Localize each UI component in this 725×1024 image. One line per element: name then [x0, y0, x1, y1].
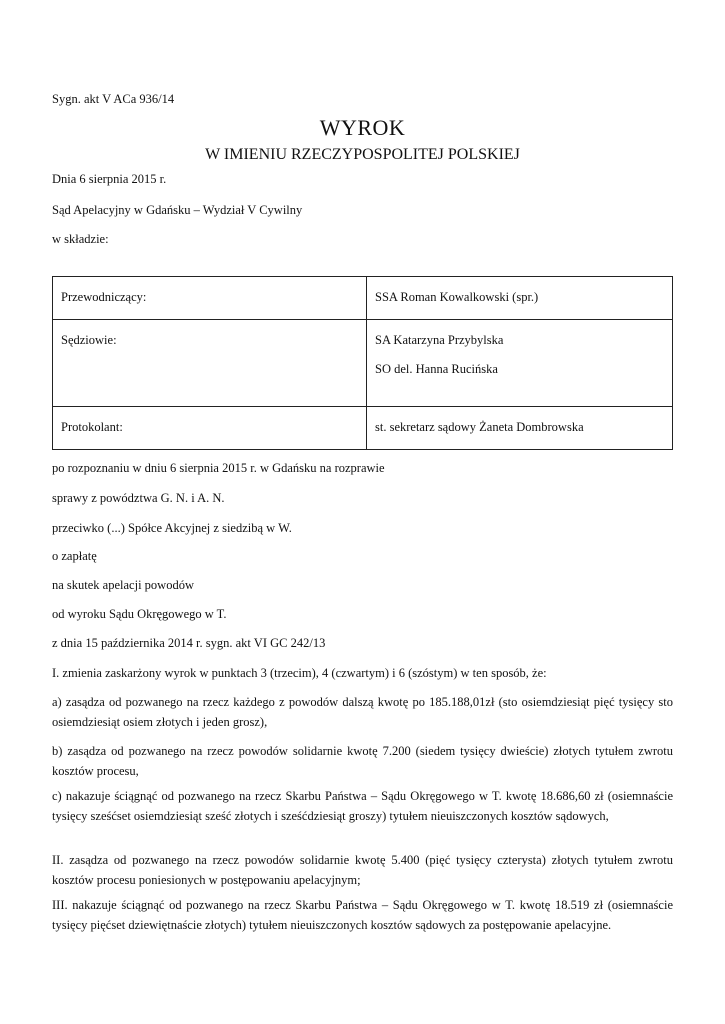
role-cell [53, 407, 367, 450]
proceedings-line: o zapłatę [52, 549, 97, 563]
role-cell [53, 277, 367, 320]
ruling-point-a: a) zasądza od pozwanego na rzecz każdego z powodów dalszą kwotę po 185.188,01zł (sto osiemdziesiąt pięć tysięcy sto osiemdziesiąt osiem złotych i jeden grosz), [52, 695, 673, 729]
judgment-date: Dnia 6 sierpnia 2015 r. [52, 172, 167, 186]
names-cell [367, 320, 673, 407]
document-subtitle: W IMIENIU RZECZYPOSPOLITEJ POLSKIEJ [205, 146, 520, 163]
names-cell [367, 407, 673, 450]
proceedings-line: na skutek apelacji powodów [52, 578, 194, 592]
role-label: Przewodniczący: [61, 290, 147, 304]
person-name: SSA Roman Kowalkowski (spr.) [375, 290, 539, 304]
proceedings-line: po rozpoznaniu w dniu 6 sierpnia 2015 r. w Gdańsku na rozprawie [52, 461, 385, 475]
ruling-point-1: I. zmienia zaskarżony wyrok w punktach 3 (trzecim), 4 (czwartym) i 6 (szóstym) w ten sposób, że: [52, 666, 547, 680]
ruling-point-c: c) nakazuje ściągnąć od pozwanego na rzecz Skarbu Państwa – Sądu Okręgowego w T. kwotę 18.686,60 zł (osiemnaście tysięcy sześćset osiemdziesiąt sześć złotych i sześćdziesiąt groszy) tytułem nieuiszczonych kosztów sądowych, [52, 789, 673, 823]
composition-label: w składzie: [52, 232, 109, 246]
table-row [53, 407, 673, 450]
document-title: WYROK [319, 115, 406, 140]
ruling-point-3: III. nakazuje ściągnąć od pozwanego na rzecz Skarbu Państwa – Sądu Okręgowego w T. kwotę 18.519 zł (osiemnaście tysięcy pięćset dziewiętnaście złotych) tytułem nieuiszczonych kosztów sądowych za postępowanie apelacyjne. [52, 898, 673, 932]
table-row [53, 277, 673, 320]
ruling-point-b: b) zasądza od pozwanego na rzecz powodów solidarnie kwotę 7.200 (siedem tysięcy dwieście) złotych tytułem zwrotu kosztów procesu, [52, 744, 673, 778]
case-number: Sygn. akt V ACa 936/14 [52, 92, 175, 106]
proceedings-line: przeciwko (...) Spółce Akcyjnej z siedzibą w W. [52, 521, 292, 535]
composition-table [52, 276, 673, 450]
person-name: st. sekretarz sądowy Żaneta Dombrowska [375, 420, 584, 434]
role-label: Sędziowie: [61, 333, 117, 347]
role-cell [53, 320, 367, 407]
table-row [53, 320, 673, 407]
proceedings-line: sprawy z powództwa G. N. i A. N. [52, 491, 225, 505]
court-name: Sąd Apelacyjny w Gdańsku – Wydział V Cywilny [52, 203, 303, 217]
person-name: SA Katarzyna Przybylska [375, 333, 504, 347]
names-cell [367, 277, 673, 320]
proceedings-line: z dnia 15 października 2014 r. sygn. akt VI GC 242/13 [52, 636, 326, 650]
role-label: Protokolant: [61, 420, 123, 434]
person-name: SO del. Hanna Rucińska [375, 362, 498, 376]
proceedings-line: od wyroku Sądu Okręgowego w T. [52, 607, 227, 621]
ruling-point-2: II. zasądza od pozwanego na rzecz powodów solidarnie kwotę 5.400 (pięć tysięcy czterysta) złotych tytułem zwrotu kosztów procesu poniesionych w postępowaniu apelacyjnym; [52, 853, 673, 887]
